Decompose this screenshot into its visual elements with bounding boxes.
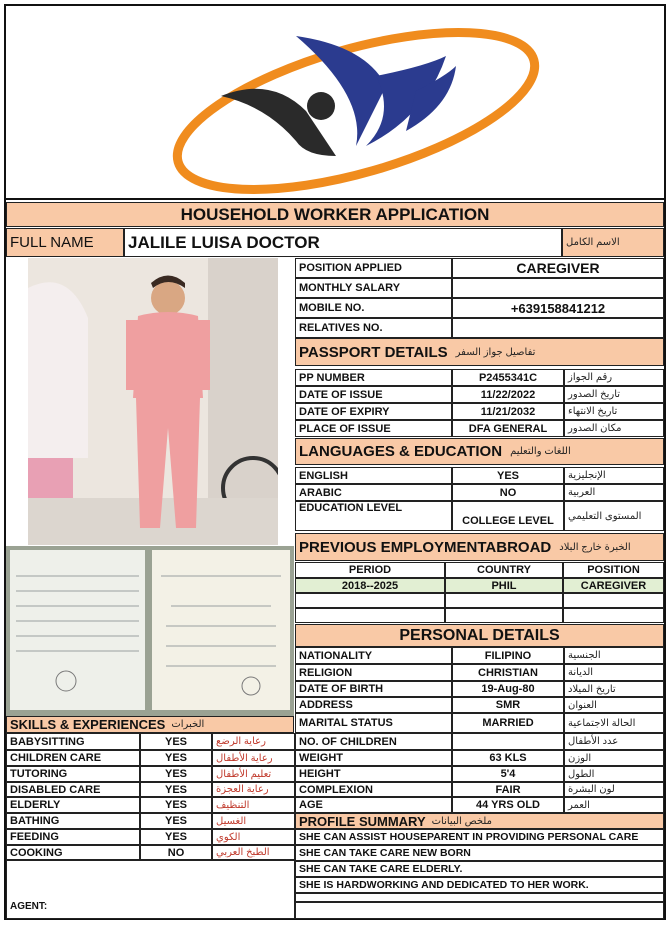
page-title: HOUSEHOLD WORKER APPLICATION (6, 202, 664, 227)
personal-row-label: DATE OF BIRTH (295, 681, 452, 697)
skill-row-ar: الغسيل (212, 813, 295, 829)
skill-row-label: DISABLED CARE (6, 782, 140, 797)
applicant-photo-icon (28, 258, 278, 545)
skill-row-label: BABYSITTING (6, 733, 140, 750)
skill-row-ar: التنظيف (212, 797, 295, 813)
personal-row-value: 63 KLS (452, 750, 564, 766)
employment-cell (445, 608, 563, 623)
language-row-ar: الإنجليزية (564, 467, 664, 484)
passport-row-ar: تاريخ الصدور (564, 386, 664, 403)
skill-row-ar: رعاية الأطفال (212, 750, 295, 766)
full-name-ar: الاسم الكامل (562, 228, 664, 257)
language-row-ar: المستوى التعليمي (564, 501, 664, 531)
personal-row-ar: الوزن (564, 750, 664, 766)
personal-row-label: MARITAL STATUS (295, 713, 452, 733)
skill-row-value: YES (140, 829, 212, 845)
personal-row-value: FILIPINO (452, 647, 564, 664)
personal-row-value: SMR (452, 697, 564, 713)
position-row-value: CAREGIVER (452, 258, 664, 278)
skill-row-ar: الطبخ العربي (212, 845, 295, 860)
personal-row-ar: الطول (564, 766, 664, 782)
personal-row-value: 5'4 (452, 766, 564, 782)
applicant-photo (28, 258, 278, 545)
skill-row-label: COOKING (6, 845, 140, 860)
profile-line: SHE CAN TAKE CARE NEW BORN (295, 845, 664, 861)
profile-line: SHE IS HARDWORKING AND DEDICATED TO HER WORK. (295, 877, 664, 893)
employment-column-header: COUNTRY (445, 562, 563, 578)
skill-row-ar: رعاية العجزة (212, 782, 295, 797)
passport-row-ar: رقم الجواز (564, 369, 664, 386)
passport-row-value: P2455341C (452, 369, 564, 386)
language-row-value: COLLEGE LEVEL (452, 501, 564, 531)
personal-row-label: RELIGION (295, 664, 452, 681)
employment-cell: CAREGIVER (563, 578, 664, 593)
position-row-value: +639158841212 (452, 298, 664, 318)
personal-row-ar: الديانة (564, 664, 664, 681)
certificate-documents-icon (6, 546, 294, 716)
employment-cell (445, 593, 563, 608)
passport-row-value: 11/22/2022 (452, 386, 564, 403)
skill-row-label: TUTORING (6, 766, 140, 782)
agent-label: AGENT: (6, 860, 295, 919)
personal-row-value: 44 YRS OLD (452, 797, 564, 813)
skill-row-value: YES (140, 733, 212, 750)
passport-row-value: DFA GENERAL (452, 420, 564, 437)
profile-blank-row (295, 902, 664, 919)
position-row-label: MOBILE NO. (295, 298, 452, 318)
personal-row-label: ADDRESS (295, 697, 452, 713)
skill-row-label: CHILDREN CARE (6, 750, 140, 766)
position-row-value (452, 318, 664, 338)
skill-row-value: YES (140, 813, 212, 829)
profile-header: PROFILE SUMMARY ملخص البيانات (295, 813, 664, 829)
full-name-label: FULL NAME (6, 228, 124, 257)
personal-row-value: CHRISTIAN (452, 664, 564, 681)
employment-column-header: PERIOD (295, 562, 445, 578)
personal-row-ar: العنوان (564, 697, 664, 713)
personal-row-ar: العمر (564, 797, 664, 813)
personal-row-value: 19-Aug-80 (452, 681, 564, 697)
skill-row-value: YES (140, 750, 212, 766)
profile-line: SHE CAN ASSIST HOUSEPARENT IN PROVIDING PERSONAL CARE (295, 829, 664, 845)
logo-area (6, 6, 664, 200)
employment-column-header: POSITION (563, 562, 664, 578)
passport-row-label: DATE OF EXPIRY (295, 403, 452, 420)
personal-row-ar: تاريخ الميلاد (564, 681, 664, 697)
personal-row-label: WEIGHT (295, 750, 452, 766)
skill-row-label: BATHING (6, 813, 140, 829)
personal-row-label: AGE (295, 797, 452, 813)
employment-cell (295, 608, 445, 623)
skill-row-ar: تعليم الأطفال (212, 766, 295, 782)
employment-cell: 2018--2025 (295, 578, 445, 593)
passport-row-ar: مكان الصدور (564, 420, 664, 437)
personal-row-label: NATIONALITY (295, 647, 452, 664)
skill-row-value: YES (140, 782, 212, 797)
skill-row-label: ELDERLY (6, 797, 140, 813)
language-row-label: EDUCATION LEVEL (295, 501, 452, 531)
employment-cell (295, 593, 445, 608)
skills-header: SKILLS & EXPERIENCES الخبرات (6, 716, 294, 733)
skill-row-value: NO (140, 845, 212, 860)
profile-line: SHE CAN TAKE CARE ELDERLY. (295, 861, 664, 877)
languages-header: LANGUAGES & EDUCATION اللغات والتعليم (295, 438, 664, 465)
personal-row-ar: الجنسية (564, 647, 664, 664)
skill-row-ar: الكوي (212, 829, 295, 845)
position-row-label: RELATIVES NO. (295, 318, 452, 338)
skill-row-value: YES (140, 766, 212, 782)
personal-row-ar: الحالة الاجتماعية (564, 713, 664, 733)
personal-row-value: MARRIED (452, 713, 564, 733)
passport-row-label: PLACE OF ISSUE (295, 420, 452, 437)
position-row-label: MONTHLY SALARY (295, 278, 452, 298)
language-row-label: ENGLISH (295, 467, 452, 484)
employment-cell (563, 608, 664, 623)
skill-row-label: FEEDING (6, 829, 140, 845)
personal-row-ar: لون البشرة (564, 782, 664, 797)
employment-header: PREVIOUS EMPLOYMENTABROAD الخبرة خارج البلاد (295, 533, 664, 561)
passport-row-ar: تاريخ الانتهاء (564, 403, 664, 420)
profile-line-empty (295, 893, 664, 902)
language-row-ar: العربية (564, 484, 664, 501)
passport-row-value: 11/21/2032 (452, 403, 564, 420)
position-row-value (452, 278, 664, 298)
employment-cell: PHIL (445, 578, 563, 593)
passport-header: PASSPORT DETAILS تفاصيل جواز السفر (295, 338, 664, 366)
passport-row-label: DATE OF ISSUE (295, 386, 452, 403)
language-row-label: ARABIC (295, 484, 452, 501)
personal-row-value: FAIR (452, 782, 564, 797)
personal-header: PERSONAL DETAILS (295, 624, 664, 647)
full-name-value: JALILE LUISA DOCTOR (124, 228, 562, 257)
personal-row-label: HEIGHT (295, 766, 452, 782)
passport-row-label: PP NUMBER (295, 369, 452, 386)
personal-row-value (452, 733, 564, 750)
language-row-value: NO (452, 484, 564, 501)
personal-row-label: COMPLEXION (295, 782, 452, 797)
agency-logo-icon (6, 6, 664, 200)
personal-row-label: NO. OF CHILDREN (295, 733, 452, 750)
employment-cell (563, 593, 664, 608)
personal-row-ar: عدد الأطفال (564, 733, 664, 750)
language-row-value: YES (452, 467, 564, 484)
position-row-label: POSITION APPLIED (295, 258, 452, 278)
skill-row-value: YES (140, 797, 212, 813)
certificate-image (6, 546, 294, 716)
skill-row-ar: رعاية الرضع (212, 733, 295, 750)
